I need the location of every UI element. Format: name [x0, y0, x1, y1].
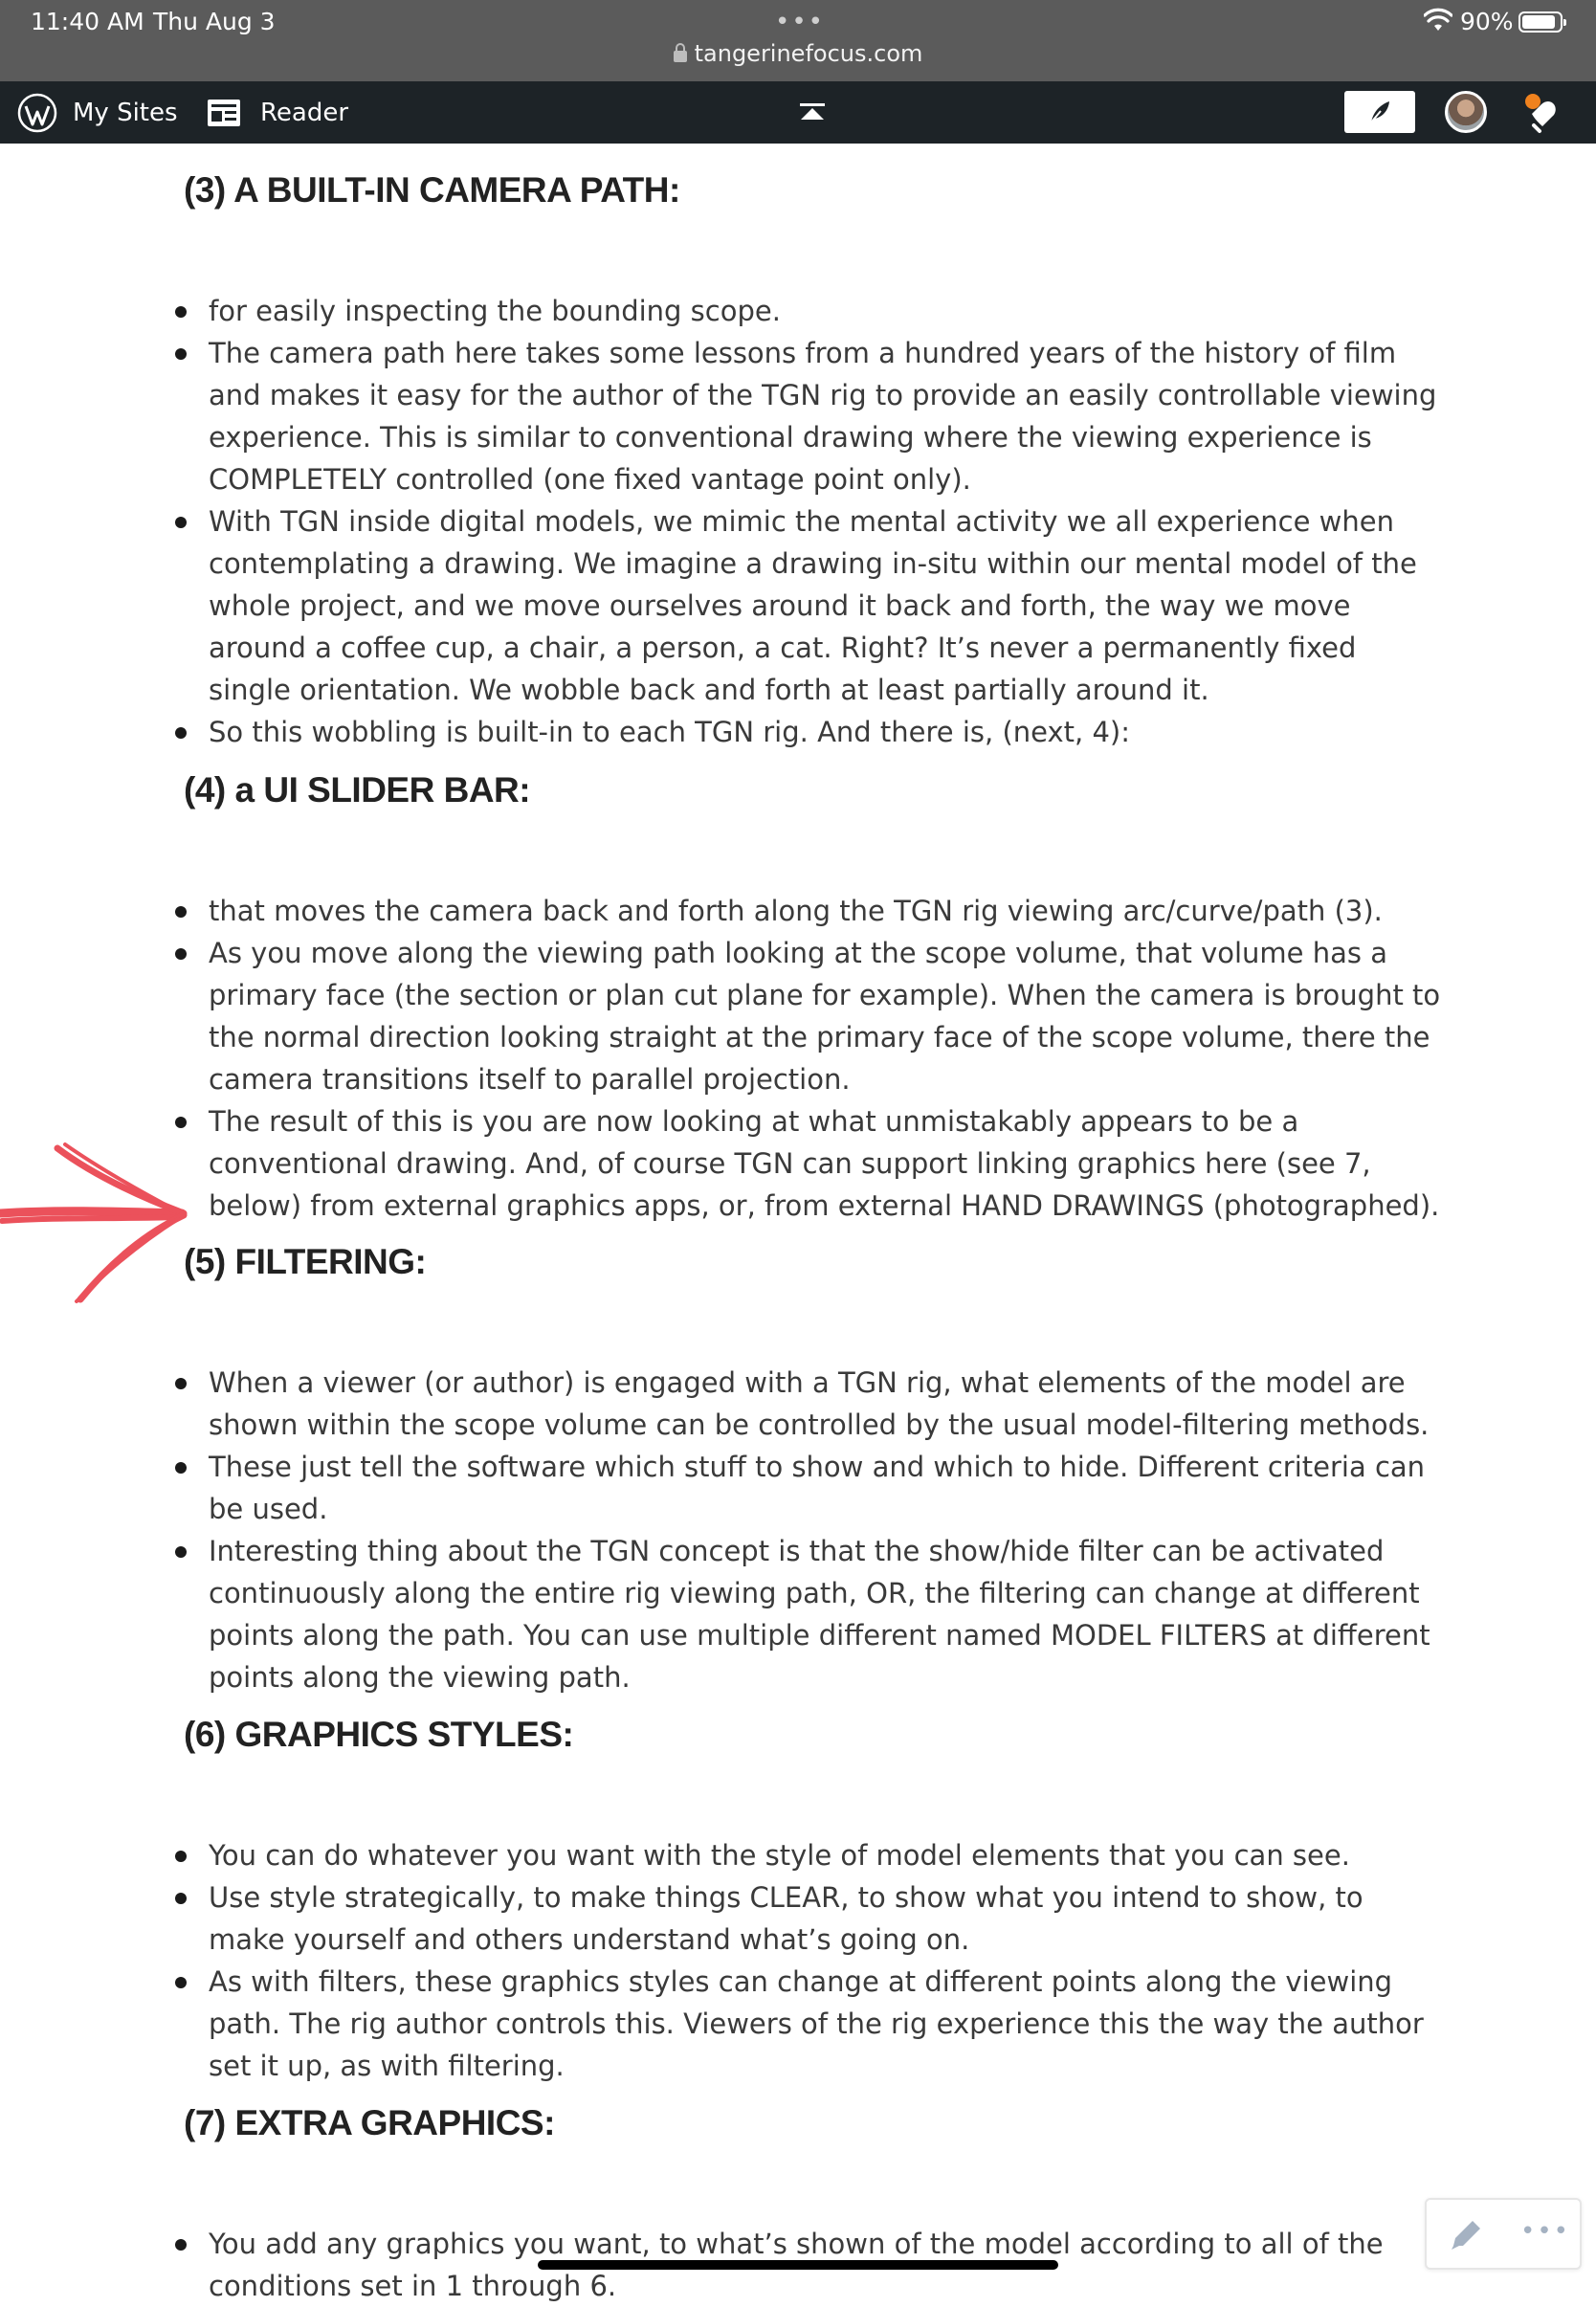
list-item: When a viewer (or author) is engaged with a TGN rig, what elements of the model are shown within the scope volume can be controlled by the usual model-filtering methods.: [0, 1362, 1443, 1446]
more-icon[interactable]: •••: [1520, 2217, 1571, 2246]
bullet-list: [0, 1834, 1443, 2087]
battery-icon: [1518, 11, 1563, 33]
reader-label: Reader: [260, 98, 349, 127]
url-text: tangerinefocus.com: [694, 40, 923, 67]
scroll-to-top-icon: [798, 100, 827, 125]
scroll-to-top-button[interactable]: [798, 81, 829, 144]
section-heading: (3) A BUILT-IN CAMERA PATH:: [184, 170, 680, 210]
list-item: As you move along the viewing path looking at the scope volume, that volume has a primary face (the section or plan cut plane for example). When the camera is brought to the normal direction looking straight at the primary face of the scope volume, there the camera transitions itself to parallel projection.: [0, 932, 1443, 1100]
article-content: [0, 144, 1596, 2302]
pencil-icon[interactable]: [1448, 2217, 1484, 2252]
bullet-list: [0, 890, 1443, 1227]
wifi-icon: [1424, 8, 1452, 33]
list-item: Use style strategically, to make things CLEAR, to show what you intend to show, to make yourself and others understand what’s going on.: [0, 1876, 1443, 1961]
list-item: So this wobbling is built-in to each TGN rig. And there is, (next, 4):: [0, 711, 1443, 753]
list-item: The camera path here takes some lessons from a hundred years of the history of film and makes it easy for the author of the TGN rig to provide an easily controllable viewing experience. This is similar to conventional drawing where the viewing experience is COMPLETELY controlled (one fixed vantage point only).: [0, 332, 1443, 500]
write-icon: [1365, 98, 1394, 126]
reader-icon: [207, 99, 241, 127]
my-sites-button[interactable]: [17, 81, 178, 144]
status-time: 11:40 AM: [31, 8, 144, 35]
status-date: Thu Aug 3: [153, 8, 276, 35]
admin-bar: [0, 81, 1596, 144]
section-heading: (6) GRAPHICS STYLES:: [184, 1715, 574, 1754]
bullet-list: [0, 1362, 1443, 1698]
list-item: These just tell the software which stuff to show and which to hide. Different criteria can be used.: [0, 1446, 1443, 1530]
list-item: The result of this is you are now looking at what unmistakably appears to be a conventional drawing. And, of course TGN can support linking graphics here (see 7, below) from external graphics apps, or, from external HAND DRAWINGS (photographed).: [0, 1100, 1443, 1227]
bullet-list: [0, 290, 1443, 753]
list-item: for easily inspecting the bounding scope.: [0, 290, 1443, 332]
section-heading: (7) EXTRA GRAPHICS:: [184, 2103, 555, 2142]
floating-edit-toolbar: [1425, 2198, 1582, 2270]
avatar[interactable]: [1445, 91, 1487, 133]
list-item: Interesting thing about the TGN concept is that the show/hide filter can be activated continuously along the entire rig viewing path, OR, the filtering can change at different points along the path. You can use multiple different named MODEL FILTERS at different points along the viewing path.: [0, 1530, 1443, 1698]
lock-icon: [674, 51, 687, 62]
multitask-dots-icon[interactable]: •••: [775, 8, 826, 36]
section-heading: (5) FILTERING:: [184, 1242, 427, 1281]
list-item: You add any graphics you want, to what’s shown of the model according to all of the conditions set in 1 through 6.: [0, 2223, 1443, 2307]
battery-percent: 90%: [1460, 8, 1514, 35]
red-arrow-annotation: [0, 1139, 191, 1311]
battery-level: [1522, 15, 1555, 29]
status-bar: [0, 0, 1596, 81]
write-post-button[interactable]: [1344, 91, 1415, 133]
list-item: that moves the camera back and forth along the TGN rig viewing arc/curve/path (3).: [0, 890, 1443, 932]
list-item: With TGN inside digital models, we mimic the mental activity we all experience when contemplating a drawing. We imagine a drawing in-situ within our mental model of the whole project, and we move ourselves around it back and forth, the way we move around a coffee cup, a chair, a person, a cat. Right? It’s never a permanently fixed single orientation. We wobble back and forth at least partially around it.: [0, 500, 1443, 711]
reader-button[interactable]: [207, 81, 348, 144]
section-heading: (4) a UI SLIDER BAR:: [184, 770, 531, 810]
wordpress-logo-icon: [17, 93, 57, 133]
address-bar[interactable]: [0, 40, 1596, 67]
list-item: As with filters, these graphics styles can change at different points along the viewing path. The rig author controls this. Viewers of the rig experience this the way the author set it up, as with filtering.: [0, 1961, 1443, 2087]
home-indicator[interactable]: [538, 2260, 1058, 2270]
my-sites-label: My Sites: [73, 98, 178, 127]
notifications-icon[interactable]: [1518, 89, 1566, 137]
list-item: You can do whatever you want with the style of model elements that you can see.: [0, 1834, 1443, 1876]
